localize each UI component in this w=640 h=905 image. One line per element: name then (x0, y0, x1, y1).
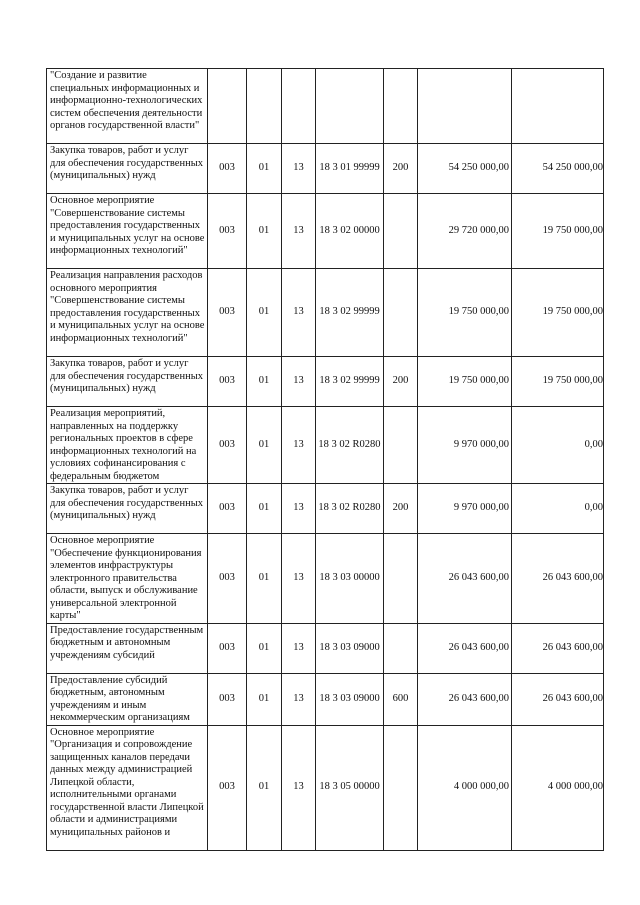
subsection-code-cell: 13 (282, 534, 316, 624)
target-article-cell: 18 3 03 00000 (316, 534, 384, 624)
section-code-cell: 01 (247, 357, 282, 407)
amount-cell: 26 043 600,00 (418, 673, 512, 725)
amount-cell: 54 250 000,00 (418, 144, 512, 194)
row-name-cell: Основное мероприятие "Организация и сопровождение защищенных каналов передачи данных между администрацией Липецкой области, исполнительными органами государственной власти Липецкой области и администрациями муниципальных районов и (47, 725, 208, 850)
amount-cell: 9 970 000,00 (418, 407, 512, 484)
section-code-cell: 01 (247, 673, 282, 725)
row-name-cell: "Создание и развитие специальных информационных и информационно-технологических систем обеспечения деятельности органов государственной власти" (47, 69, 208, 144)
row-name-cell: Реализация мероприятий, направленных на поддержку региональных проектов в сфере информационных технологий на условиях софинансирования с федеральным бюджетом (47, 407, 208, 484)
ministry-code-cell (208, 69, 247, 144)
expense-type-cell (384, 623, 418, 673)
amount-cell: 26 043 600,00 (418, 534, 512, 624)
ministry-code-cell: 003 (208, 194, 247, 269)
amount-cell: 26 043 600,00 (512, 623, 604, 673)
table-row (47, 144, 604, 194)
subsection-code-cell: 13 (282, 407, 316, 484)
subsection-code-cell: 13 (282, 725, 316, 850)
ministry-code-cell: 003 (208, 623, 247, 673)
amount-cell (418, 69, 512, 144)
amount-cell (512, 69, 604, 144)
section-code-cell: 01 (247, 725, 282, 850)
expense-type-cell: 200 (384, 144, 418, 194)
section-code-cell (247, 69, 282, 144)
amount-cell: 19 750 000,00 (512, 269, 604, 357)
row-name-cell: Реализация направления расходов основного мероприятия "Совершенствование системы предоставления государственных и муниципальных услуг на основе информационных технологий" (47, 269, 208, 357)
target-article-cell: 18 3 03 09000 (316, 673, 384, 725)
subsection-code-cell: 13 (282, 269, 316, 357)
expense-type-cell (384, 534, 418, 624)
target-article-cell: 18 3 02 99999 (316, 269, 384, 357)
subsection-code-cell (282, 69, 316, 144)
amount-cell: 19 750 000,00 (512, 194, 604, 269)
row-name-cell: Основное мероприятие "Совершенствование системы предоставления государственных и муниципальных услуг на основе информационных технологий" (47, 194, 208, 269)
amount-cell: 29 720 000,00 (418, 194, 512, 269)
table-row (47, 269, 604, 357)
section-code-cell: 01 (247, 144, 282, 194)
ministry-code-cell: 003 (208, 407, 247, 484)
target-article-cell: 18 3 02 R0280 (316, 484, 384, 534)
table-row (47, 357, 604, 407)
expense-type-cell: 200 (384, 357, 418, 407)
target-article-cell: 18 3 01 99999 (316, 144, 384, 194)
row-name-cell: Закупка товаров, работ и услуг для обеспечения государственных (муниципальных) нужд (47, 144, 208, 194)
section-code-cell: 01 (247, 194, 282, 269)
expense-type-cell: 200 (384, 484, 418, 534)
subsection-code-cell: 13 (282, 144, 316, 194)
expense-type-cell (384, 407, 418, 484)
row-name-cell: Предоставление государственным бюджетным и автономным учреждениям субсидий (47, 623, 208, 673)
ministry-code-cell: 003 (208, 269, 247, 357)
row-name-cell: Предоставление субсидий бюджетным, автономным учреждениям и иным некоммерческим организациям (47, 673, 208, 725)
amount-cell: 26 043 600,00 (512, 673, 604, 725)
table-row (47, 407, 604, 484)
section-code-cell: 01 (247, 623, 282, 673)
row-name-cell: Основное мероприятие "Обеспечение функционирования элементов инфраструктуры электронного правительства области, выпуск и обслуживание универсальной электронной карты" (47, 534, 208, 624)
target-article-cell: 18 3 05 00000 (316, 725, 384, 850)
ministry-code-cell: 003 (208, 673, 247, 725)
amount-cell: 0,00 (512, 484, 604, 534)
amount-cell: 9 970 000,00 (418, 484, 512, 534)
amount-cell: 19 750 000,00 (418, 269, 512, 357)
ministry-code-cell: 003 (208, 725, 247, 850)
expense-type-cell: 600 (384, 673, 418, 725)
subsection-code-cell: 13 (282, 623, 316, 673)
section-code-cell: 01 (247, 407, 282, 484)
subsection-code-cell: 13 (282, 673, 316, 725)
subsection-code-cell: 13 (282, 194, 316, 269)
target-article-cell: 18 3 03 09000 (316, 623, 384, 673)
target-article-cell: 18 3 02 00000 (316, 194, 384, 269)
table-row (47, 673, 604, 725)
section-code-cell: 01 (247, 534, 282, 624)
target-article-cell (316, 69, 384, 144)
table-row (47, 725, 604, 850)
expense-type-cell (384, 269, 418, 357)
ministry-code-cell: 003 (208, 357, 247, 407)
amount-cell: 26 043 600,00 (512, 534, 604, 624)
table-row (47, 69, 604, 144)
subsection-code-cell: 13 (282, 357, 316, 407)
amount-cell: 19 750 000,00 (512, 357, 604, 407)
table-row (47, 194, 604, 269)
target-article-cell: 18 3 02 99999 (316, 357, 384, 407)
ministry-code-cell: 003 (208, 144, 247, 194)
ministry-code-cell: 003 (208, 484, 247, 534)
table-row (47, 484, 604, 534)
target-article-cell: 18 3 02 R0280 (316, 407, 384, 484)
row-name-cell: Закупка товаров, работ и услуг для обеспечения государственных (муниципальных) нужд (47, 484, 208, 534)
row-name-cell: Закупка товаров, работ и услуг для обеспечения государственных (муниципальных) нужд (47, 357, 208, 407)
table-row (47, 534, 604, 624)
section-code-cell: 01 (247, 269, 282, 357)
amount-cell: 4 000 000,00 (512, 725, 604, 850)
amount-cell: 4 000 000,00 (418, 725, 512, 850)
table-body (47, 69, 604, 851)
expense-type-cell (384, 194, 418, 269)
section-code-cell: 01 (247, 484, 282, 534)
budget-table (46, 68, 604, 851)
amount-cell: 54 250 000,00 (512, 144, 604, 194)
expense-type-cell (384, 69, 418, 144)
amount-cell: 26 043 600,00 (418, 623, 512, 673)
expense-type-cell (384, 725, 418, 850)
subsection-code-cell: 13 (282, 484, 316, 534)
amount-cell: 0,00 (512, 407, 604, 484)
amount-cell: 19 750 000,00 (418, 357, 512, 407)
ministry-code-cell: 003 (208, 534, 247, 624)
table-row (47, 623, 604, 673)
